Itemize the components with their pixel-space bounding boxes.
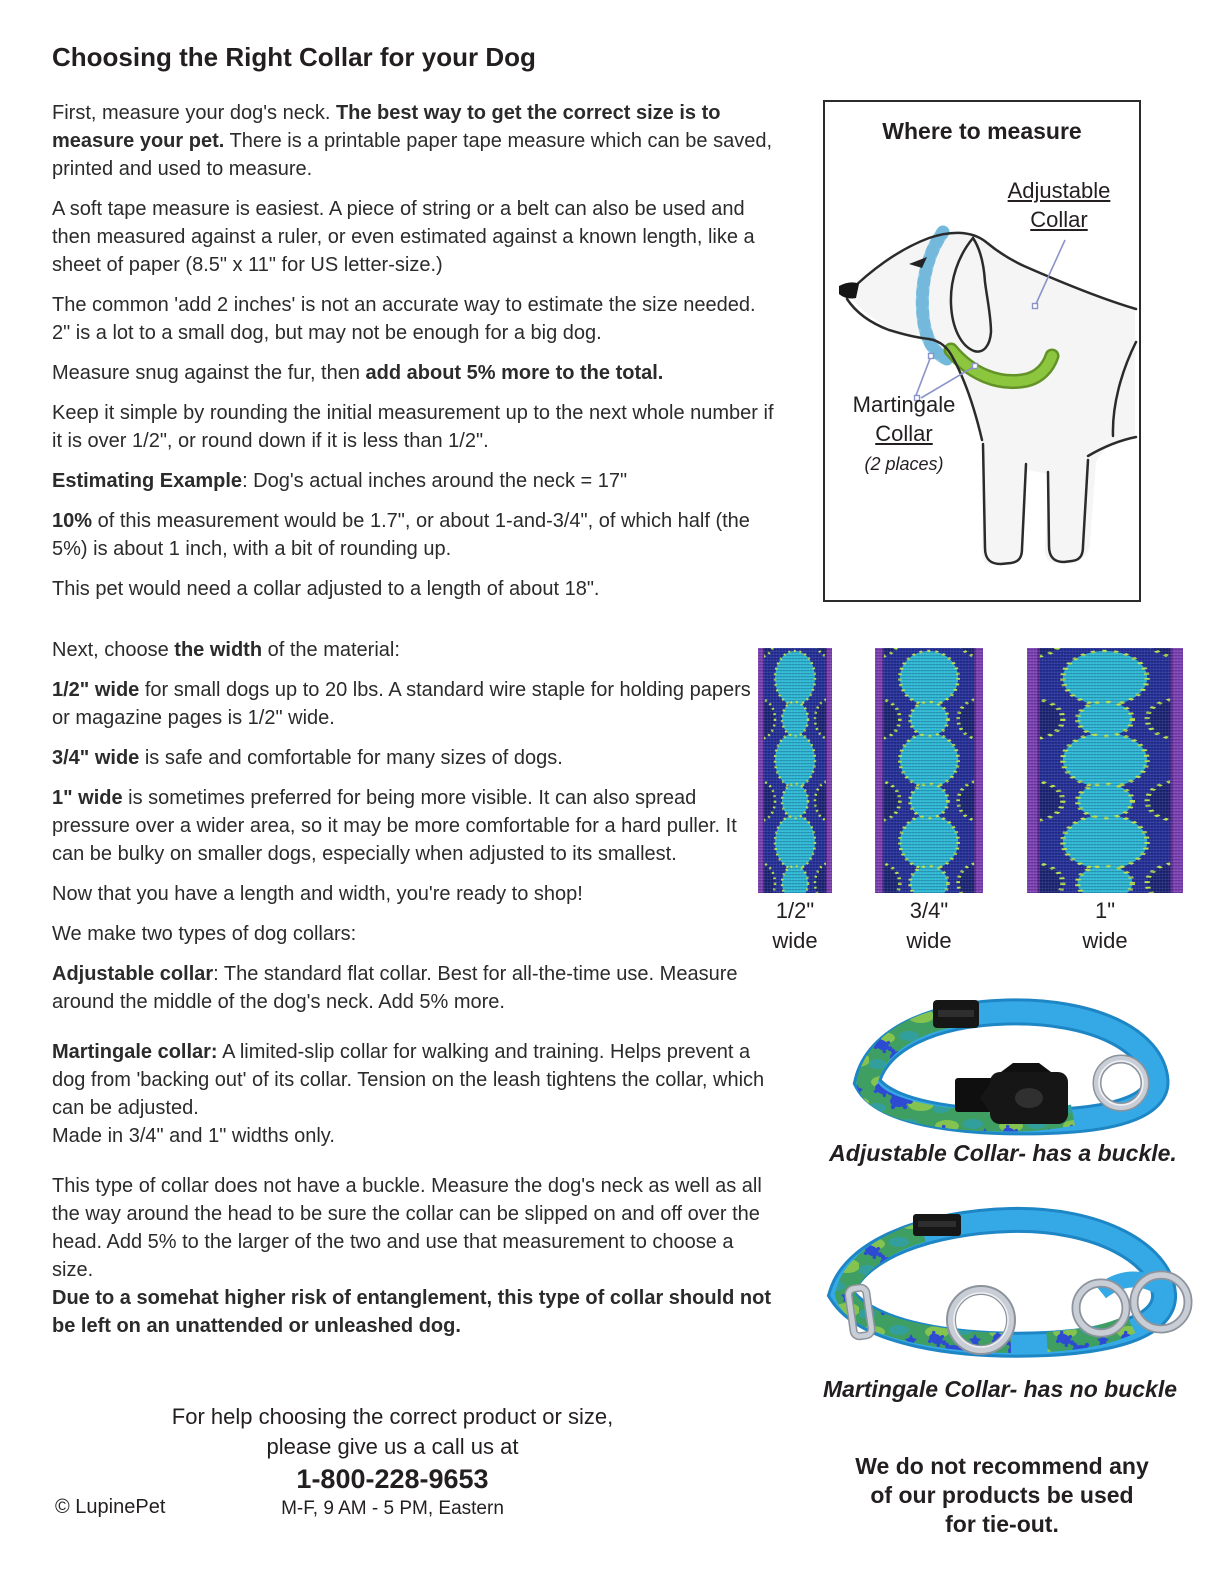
martingale-label-line1: Martingale <box>852 392 956 417</box>
width-label-half-inch <box>737 896 853 956</box>
width-unit: wide <box>772 928 818 953</box>
paragraph: The common 'add 2 inches' is not an accurate way to estimate the size needed. 2" is a lot to a small dog, but may not be enough for a big dog. <box>52 294 756 344</box>
paragraph: Keep it simple by rounding the initial measurement up to the next whole number if it is over 1/2", or round down if it is less than 1/2". <box>52 402 774 452</box>
paragraph: Now that you have a length and width, you're ready to shop! <box>52 883 583 905</box>
paragraph: Estimating Example: Dog's actual inches around the neck = 17" <box>52 470 628 492</box>
webbing-sample-three-quarter-inch <box>875 648 983 893</box>
paragraph: This type of collar does not have a buckle. Measure the dog's neck as well as all the way around the head to be sure the collar can be slipped on and off over the head. Add 5% to the larger of the two and use that measurement to choose a size. Due to a somehat higher risk of entanglement, this type of collar should not be left on an unattended or unleashed dog. <box>52 1175 771 1337</box>
where-to-measure-box <box>823 100 1141 602</box>
footer-help <box>115 1402 670 1522</box>
paragraph: A soft tape measure is easiest. A piece of string or a belt can also be used and then measured against a ruler, or even estimated against a known length, like a sheet of paper (8.5" x 11" for US letter-size.) <box>52 198 755 276</box>
phone-hours: M-F, 9 AM - 5 PM, Eastern <box>281 1498 504 1519</box>
help-line-2: please give us a call us at <box>266 1434 519 1459</box>
article-column <box>52 42 774 1362</box>
width-unit: wide <box>1082 928 1128 953</box>
martingale-collar-photo <box>795 1192 1205 1370</box>
webbing-swatch <box>1027 648 1183 893</box>
measure-box-title: Where to measure <box>882 118 1082 144</box>
webbing-sample-half-inch <box>758 648 832 893</box>
webbing-swatch <box>875 648 983 893</box>
paragraph: We make two types of dog collars: <box>52 923 357 945</box>
adjustable-collar-caption: Adjustable Collar- has a buckle. <box>829 1140 1177 1166</box>
adjustable-label-line1: Adjustable <box>1007 178 1111 203</box>
collar-slide <box>933 1000 979 1028</box>
paragraph: 1/2" wide for small dogs up to 20 lbs. A standard wire staple for holding papers or magazine pages is 1/2" wide. <box>52 679 751 729</box>
width-size: 1" <box>1094 898 1116 923</box>
martingale-collar-caption: Martingale Collar- has no buckle <box>822 1376 1178 1402</box>
width-label-one-inch <box>1047 896 1163 956</box>
section-collar-types <box>52 960 774 1340</box>
adjustable-label-line2: Collar <box>1030 207 1088 232</box>
section-width <box>52 636 774 948</box>
tie-out-warning: We do not recommend any of our products be used for tie-out. <box>855 1453 1149 1537</box>
paragraph: Measure snug against the fur, then add about 5% more to the total. <box>52 362 664 384</box>
paragraph: First, measure your dog's neck. The best way to get the correct size is to measure your pet. There is a printable paper tape measure which can be saved, printed and used to measure. <box>52 102 773 180</box>
webbing-swatch <box>758 648 832 893</box>
section-measuring <box>52 99 774 603</box>
webbing-sample-one-inch <box>1027 648 1183 893</box>
paragraph: Next, choose the width of the material: <box>52 639 400 661</box>
paragraph: Martingale collar: A limited-slip collar for walking and training. Helps prevent a dog from 'backing out' of its collar. Tension on the leash tightens the collar, which can be adjusted. Made in 3/4" and 1" widths only. <box>52 1041 765 1147</box>
copyright: © LupinePet <box>55 1496 166 1518</box>
help-line-1: For help choosing the correct product or size, <box>171 1404 614 1429</box>
adjustable-collar-photo <box>805 986 1201 1136</box>
paragraph: This pet would need a collar adjusted to a length of about 18". <box>52 578 600 600</box>
width-label-three-quarter-inch <box>871 896 987 956</box>
page-title: Choosing the Right Collar for your Dog <box>52 42 536 72</box>
martingale-places-note: (2 places) <box>864 454 944 474</box>
dog-nose <box>839 282 859 298</box>
paragraph: Adjustable collar: The standard flat collar. Best for all-the-time use. Measure around the middle of the dog's neck. Add 5% more. <box>52 963 738 1013</box>
width-size: 3/4" <box>909 898 949 923</box>
collar-slide <box>913 1214 961 1236</box>
phone-number: 1-800-228-9653 <box>296 1464 489 1494</box>
width-unit: wide <box>906 928 952 953</box>
paragraph: 3/4" wide is safe and comfortable for many sizes of dogs. <box>52 747 563 769</box>
adjustable-collar-label <box>983 176 1135 234</box>
paragraph: 10% of this measurement would be 1.7", or about 1-and-3/4", of which half (the 5%) is about 1 inch, with a bit of rounding up. <box>52 510 750 560</box>
width-size: 1/2" <box>775 898 815 923</box>
paragraph: 1" wide is sometimes preferred for being more visible. It can also spread pressure over a wider area, so it may be more comfortable for a hard puller. It can be bulky on smaller dogs, especially when adjusted to its smallest. <box>52 787 737 865</box>
martingale-collar-label <box>827 390 981 448</box>
martingale-label-line2: Collar <box>875 421 933 446</box>
